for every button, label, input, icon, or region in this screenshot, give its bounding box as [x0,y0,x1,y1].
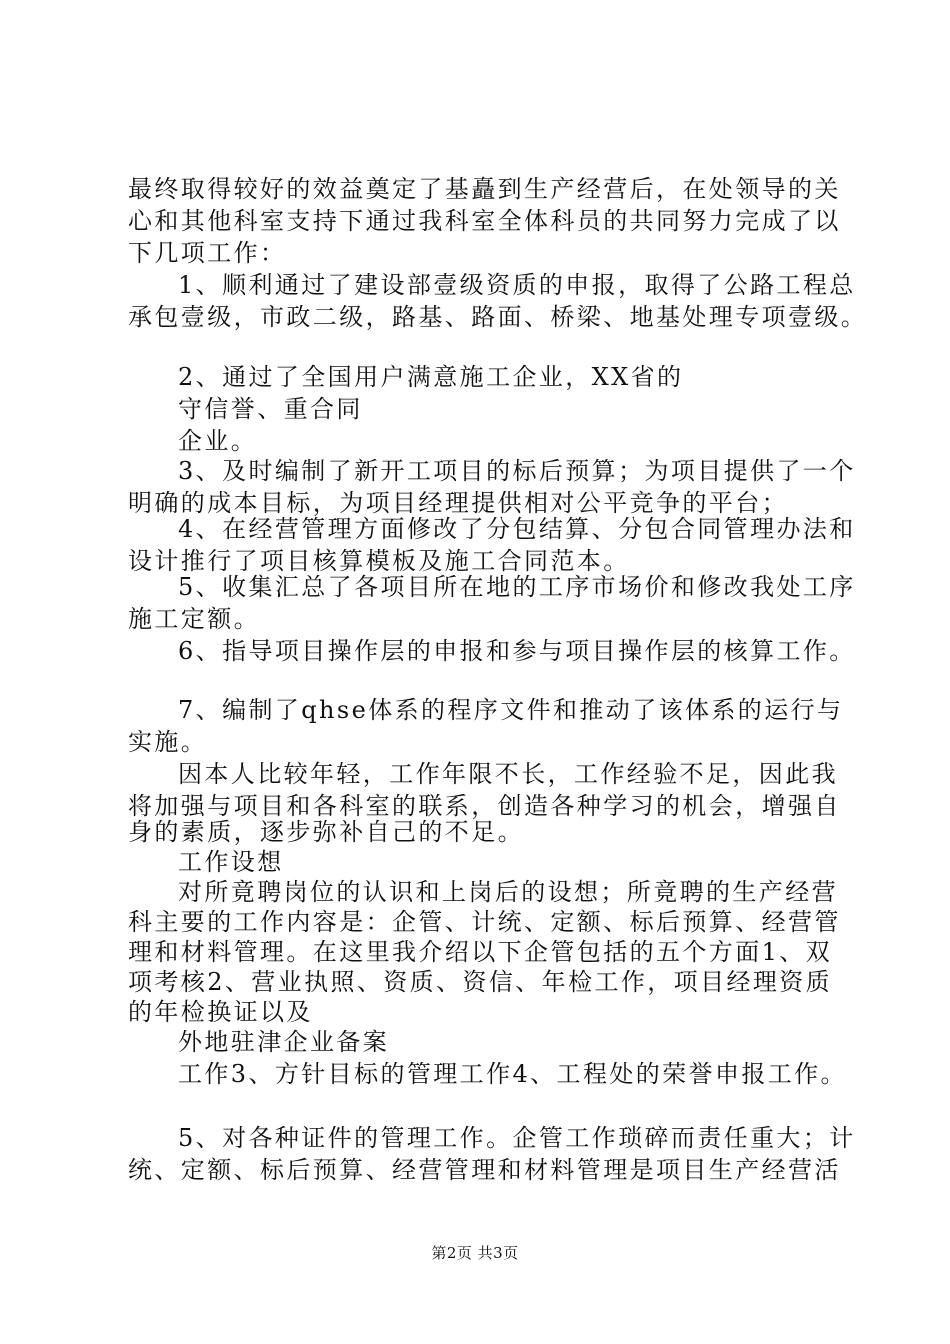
text-line: 理和材料管理。在这里我介绍以下企管包括的五个方面1、双 [128,938,833,966]
text-line: 4、在经营管理方面修改了分包结算、分包合同管理办法和 [178,515,856,543]
text-line: 工作3、方针目标的管理工作4、工程处的荣誉申报工作。 [178,1060,847,1088]
text-line: 下几项工作： [128,239,287,267]
text-line: 企业。 [178,427,258,455]
text-line: 5、收集汇总了各项目所在地的工序市场价和修改我处工序 [178,573,856,601]
text-line: 最终取得较好的效益奠定了基矗到生产经营后，在处领导的关 [128,175,841,203]
text-line: 身的素质，逐步弥补自己的不足。 [128,818,524,846]
text-line: 3、及时编制了新开工项目的标后预算；为项目提供了一个 [178,457,856,485]
text-line: 科主要的工作内容是：企管、计统、定额、标后预算、经营管 [128,908,841,936]
text-line: 守信誉、重合同 [178,395,363,423]
text-line: 5、对各种证件的管理工作。企管工作琐碎而责任重大；计 [178,1124,856,1152]
page-number-footer: 第2页 共3页 [431,1244,519,1262]
text-line: 心和其他科室支持下通过我科室全体科员的共同努力完成了以 [128,207,841,235]
text-line: 对所竟聘岗位的认识和上岗后的设想；所竟聘的生产经营 [178,878,838,906]
text-line: 统、定额、标后预算、经营管理和材料管理是项目生产经营活 [128,1156,841,1184]
section-heading: 工作设想 [178,848,284,876]
text-line: 7、编制了qhse体系的程序文件和推动了该体系的运行与 [178,696,844,724]
text-line: 承包壹级，市政二级，路基、路面、桥梁、地基处理专项壹级。 [128,303,868,331]
text-line: 设计推行了项目核算模板及施工合同范本。 [128,547,630,575]
text-line: 明确的成本目标，为项目经理提供相对公平竞争的平台； [128,489,788,517]
text-line: 的年检换证以及 [128,998,313,1026]
text-line: 将加强与项目和各科室的联系，创造各种学习的机会，增强自 [128,792,841,820]
text-line: 外地驻津企业备案 [178,1028,390,1056]
text-line: 2、通过了全国用户满意施工企业，XX省的 [178,363,684,391]
text-line: 6、指导项目操作层的申报和参与项目操作层的核算工作。 [178,637,856,665]
text-line: 1、顺利通过了建设部壹级资质的申报，取得了公路工程总 [178,271,856,299]
text-line: 项考核2、营业执照、资质、资信、年检工作，项目经理资质 [128,968,833,996]
text-line: 实施。 [128,728,208,756]
text-line: 施工定额。 [128,605,260,633]
text-line: 因本人比较年轻，工作年限不长，工作经验不足，因此我 [178,760,838,788]
